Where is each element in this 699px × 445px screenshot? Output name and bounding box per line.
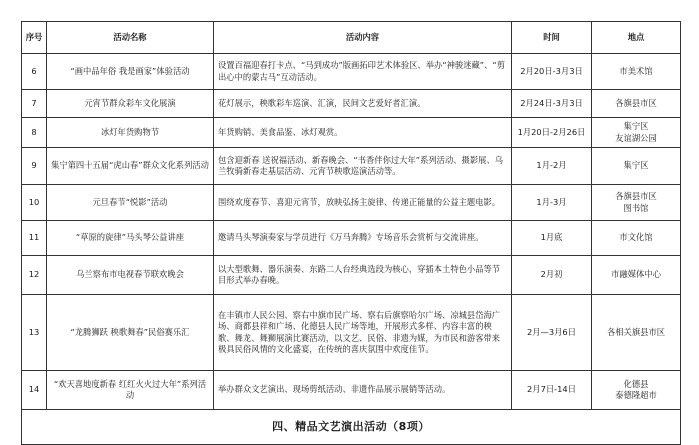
cell-name: “欢天喜地度新春 红红火火过大年”系列活动: [47, 371, 214, 410]
table-row: [22, 256, 681, 295]
cell-no: 12: [22, 256, 47, 295]
cell-content: 设置百福迎春打卡点、“马到成功”版画拓印艺术体验区、举办“神骏迷藏”、“剪出心中的蒙古马”互动活动。: [214, 54, 512, 90]
cell-name: 元旦春节“悦影”活动: [47, 185, 214, 221]
cell-time: 1月-3月: [512, 185, 592, 221]
cell-no: 10: [22, 185, 47, 221]
cell-location: 各旗县市区 图书馆: [592, 185, 681, 221]
cell-location: 市文化馆: [592, 221, 681, 256]
cell-content: 举办群众文艺演出、现场剪纸活动、非遗作品展示展销等活动。: [214, 371, 512, 410]
table-row: [22, 221, 681, 256]
cell-name: “龙腾狮跃 秧歌舞春”民俗赛乐汇: [47, 295, 214, 371]
cell-time: 2月—3月6日: [512, 295, 592, 371]
header-no: 序号: [22, 22, 47, 54]
table-row: [22, 295, 681, 371]
cell-content: 以大型歌舞、器乐演奏、东路二人台经典选段为核心，穿插本土特色小品等节目形式举办春晚。: [214, 256, 512, 295]
cell-location: 化德县 泰德隆超市: [592, 371, 681, 410]
header-name: 活动名称: [47, 22, 214, 54]
cell-time: 1月底: [512, 221, 592, 256]
cell-no: 8: [22, 118, 47, 148]
cell-content: 邀请马头琴演奏家与学员进行《万马奔腾》专场音乐会赏析与交流讲座。: [214, 221, 512, 256]
cell-time: 2月初: [512, 256, 592, 295]
cell-no: 7: [22, 90, 47, 118]
header-location: 地点: [592, 22, 681, 54]
cell-name: 冰灯年货购物节: [47, 118, 214, 148]
cell-location: 集宁区: [592, 148, 681, 185]
cell-no: 6: [22, 54, 47, 90]
cell-location: 各相关旗县市区: [592, 295, 681, 371]
activity-table: [21, 21, 681, 445]
table-row: [22, 54, 681, 90]
header-time: 时间: [512, 22, 592, 54]
cell-location: 集宁区 友谊湖公园: [592, 118, 681, 148]
cell-content: 年货购销、美食品鉴、冰灯观赏。: [214, 118, 512, 148]
cell-location: 各旗县市区: [592, 90, 681, 118]
table-row: [22, 90, 681, 118]
table-header-row: [22, 22, 681, 54]
cell-content: 花灯展示，秧歌彩车巡演、汇演，民间文艺爱好者汇演。: [214, 90, 512, 118]
cell-time: 1月-2月: [512, 148, 592, 185]
cell-time: 2月20日-3月3日: [512, 54, 592, 90]
header-content: 活动内容: [214, 22, 512, 54]
cell-no: 14: [22, 371, 47, 410]
cell-content: 围绕欢度春节、喜迎元宵节，放映弘扬主旋律、传递正能量的公益主题电影。: [214, 185, 512, 221]
cell-name: 元宵节群众彩车文化展演: [47, 90, 214, 118]
cell-no: 13: [22, 295, 47, 371]
table-row: [22, 185, 681, 221]
section-heading: 四、精品文艺演出活动（8项）: [22, 410, 681, 445]
cell-name: “画中品年俗 我是画家”体验活动: [47, 54, 214, 90]
cell-no: 11: [22, 221, 47, 256]
cell-content: 包含迎新春 送祝福活动、新春晚会、“书香伴你过大年”系列活动、摄影展、乌兰牧骑新春走基层活动、元宵节秧歌巡演活动等。: [214, 148, 512, 185]
cell-content: 在丰镇市人民公园、察右中旗市民广场、察右后旗察哈尔广场、凉城县岱海广场、商都县祥和广场、化德县人民广场等地，开展形式多样、内容丰富的秧歌、舞龙、舞狮展演比赛活动，以文艺、民俗、非遗为媒，为市民和游客带来极具民俗风情的文化盛宴，在传统的喜庆氛围中欢度佳节。: [214, 295, 512, 371]
cell-name: 集宁第四十五届“虎山春”群众文化系列活动: [47, 148, 214, 185]
cell-time: 2月7日-14日: [512, 371, 592, 410]
activity-table-page: [21, 21, 680, 434]
cell-time: 2月24日-3月3日: [512, 90, 592, 118]
cell-no: 9: [22, 148, 47, 185]
cell-name: “草原的旋律”马头琴公益讲座: [47, 221, 214, 256]
section-heading-row: [22, 410, 681, 445]
cell-location: 市美术馆: [592, 54, 681, 90]
cell-time: 1月20日-2月26日: [512, 118, 592, 148]
cell-name: 乌兰察布市电视春节联欢晚会: [47, 256, 214, 295]
table-row: [22, 371, 681, 410]
table-row: [22, 118, 681, 148]
table-row: [22, 148, 681, 185]
cell-location: 市融媒体中心: [592, 256, 681, 295]
